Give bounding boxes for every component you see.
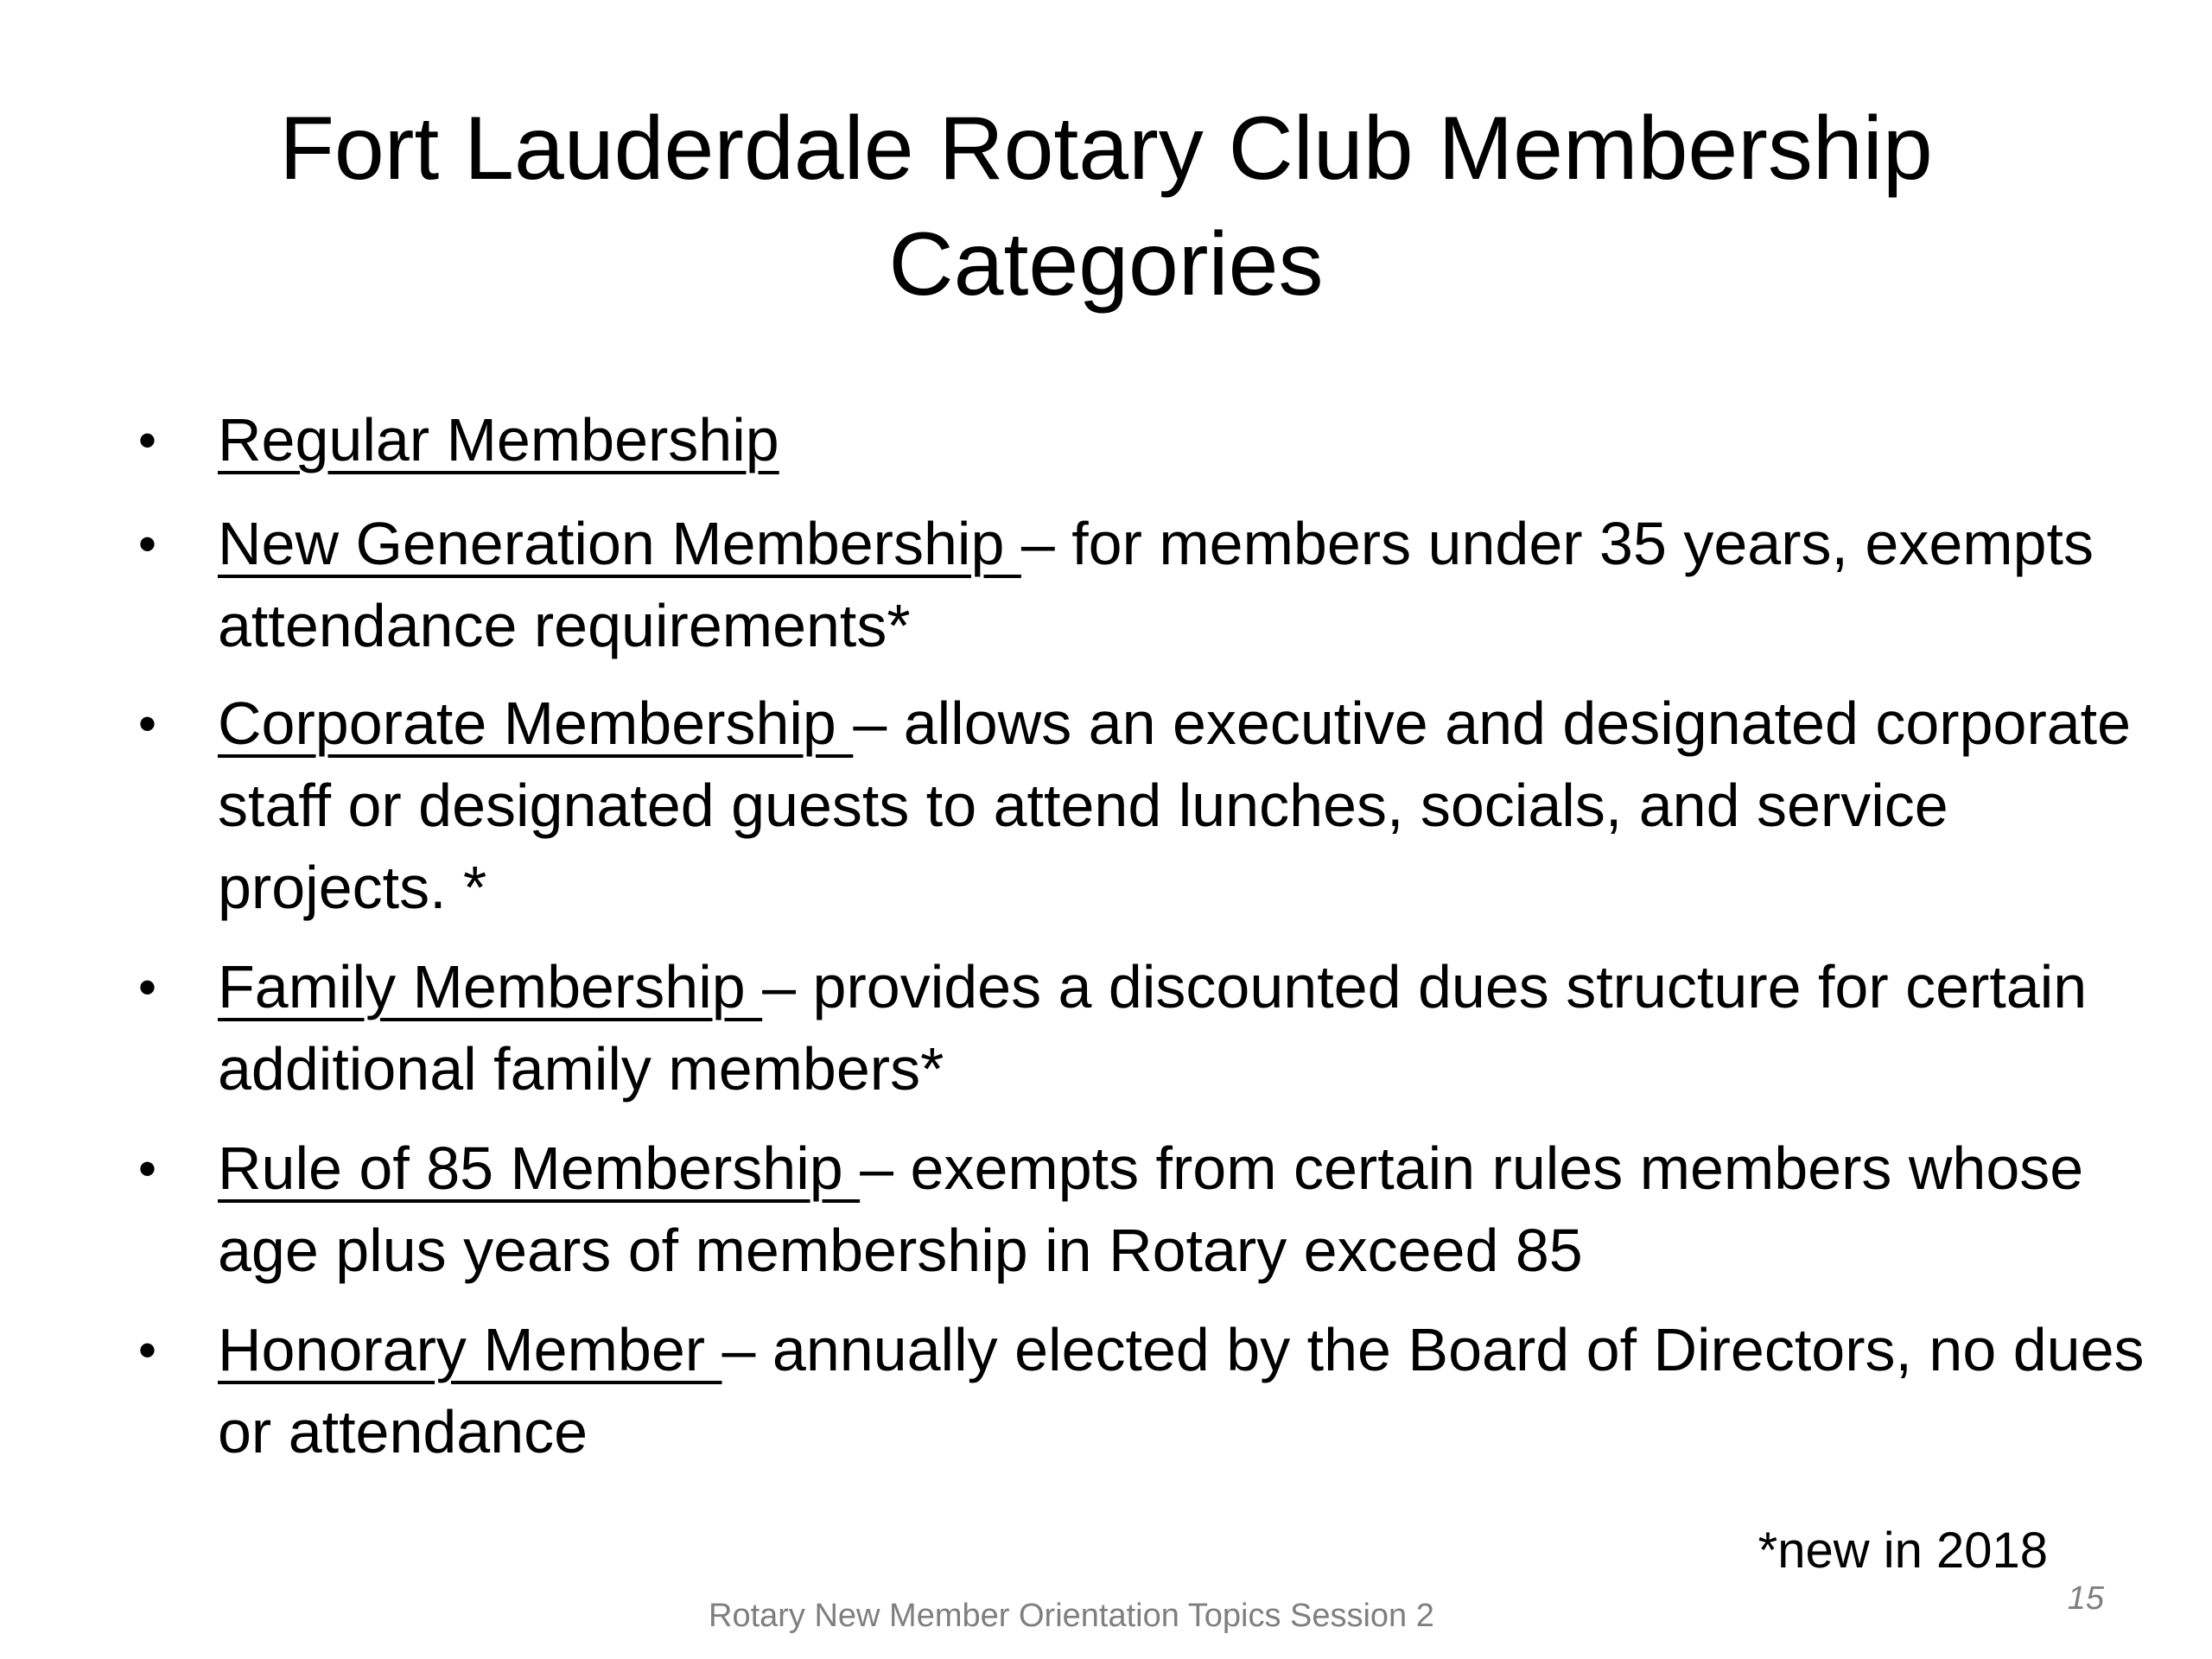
bullet-term: Regular Membership (218, 406, 779, 474)
bullet-term: Rule of 85 Membership (218, 1135, 861, 1202)
slide-footer: Rotary New Member Orientation Topics Session 2 (709, 1598, 1434, 1634)
bullet-term: Family Membership (218, 953, 763, 1020)
title-line-1: Fort Lauderdale Rotary Club Membership (279, 99, 1933, 199)
bullet-term: New Generation Membership (218, 510, 1021, 577)
bullet-icon: • (138, 958, 157, 1016)
bullet-honorary-member (138, 1309, 2145, 1473)
footnote: *new in 2018 (1758, 1522, 2048, 1579)
bullet-family-membership (138, 946, 2145, 1110)
bullet-term: Honorary Member (218, 1316, 722, 1383)
bullet-regular-membership (138, 399, 2145, 481)
bullet-term: Corporate Membership (218, 690, 854, 757)
bullet-desc: – for members under 35 years, exempts attendance requirements* (218, 510, 2094, 659)
slide-number: 15 (2067, 1580, 2104, 1617)
bullet-desc: – provides a discounted dues structure for certain additional family members* (218, 953, 2088, 1103)
bullet-icon: • (138, 695, 157, 753)
bullet-desc: – exempts from certain rules members whose age plus years of membership in Rotary exceed 85 (218, 1135, 2084, 1284)
bullet-icon: • (138, 411, 157, 469)
bullet-icon: • (138, 515, 157, 573)
bullet-icon: • (138, 1140, 157, 1198)
bullet-corporate-membership (138, 683, 2145, 929)
bullet-icon: • (138, 1321, 157, 1379)
bullet-rule-of-85-membership (138, 1128, 2145, 1292)
title-line-2: Categories (888, 214, 1324, 315)
bullet-new-generation-membership (138, 503, 2145, 667)
bullet-desc: – allows an executive and designated corporate staff or designated guests to attend lunches, socials, and service projects. * (218, 690, 2132, 921)
bullet-desc: – annually elected by the Board of Directors, no dues or attendance (218, 1316, 2145, 1465)
